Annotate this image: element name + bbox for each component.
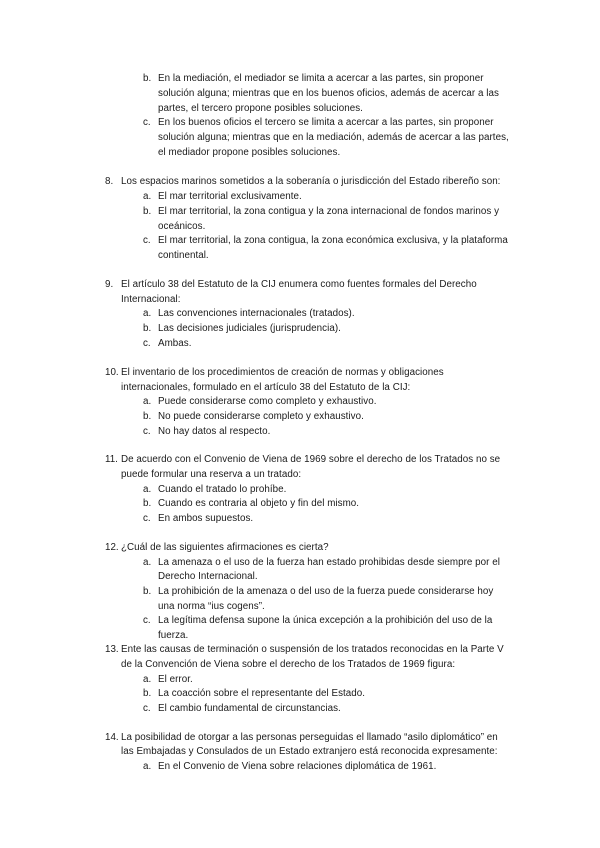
option-letter: b. xyxy=(143,73,152,84)
question-text: El artículo 38 del Estatuto de la CIJ enumera como fuentes formales del Derecho xyxy=(121,279,477,290)
option-letter: b. xyxy=(143,323,152,334)
option-text: No puede considerarse completo y exhaustivo. xyxy=(158,411,364,422)
question-text: las Embajadas y Consulados de un Estado extranjero está reconocida expresamente: xyxy=(121,746,498,757)
option-letter: a. xyxy=(143,557,152,568)
option-text: El mar territorial, la zona contigua, la zona económica exclusiva, y la plataforma xyxy=(158,235,508,246)
question-text: de la Convención de Viena sobre el derecho de los Tratados de 1969 figura: xyxy=(121,659,456,670)
option-text: Ambas. xyxy=(158,338,192,349)
question-text: Ente las causas de terminación o suspensión de los tratados reconocidas en la Parte V xyxy=(121,644,504,655)
option-text: el mediador propone posibles soluciones. xyxy=(158,147,341,158)
question-text: La posibilidad de otorgar a las personas perseguidas el llamado “asilo diplomático” en xyxy=(121,732,498,743)
question-text: Los espacios marinos sometidos a la soberanía o jurisdicción del Estado ribereño son: xyxy=(121,176,501,187)
option-text: solución alguna; mientras que en la mediación, además de acercar a las partes, xyxy=(158,132,509,143)
option-letter: b. xyxy=(143,688,152,699)
option-text: No hay datos al respecto. xyxy=(158,426,271,437)
option-text: continental. xyxy=(158,250,209,261)
option-text: El mar territorial exclusivamente. xyxy=(158,191,302,202)
question-number: 13. xyxy=(105,644,119,655)
question-text: El inventario de los procedimientos de creación de normas y obligaciones xyxy=(121,367,444,378)
option-letter: b. xyxy=(143,411,152,422)
question-text: internacionales, formulado en el artículo 38 del Estatuto de la CIJ: xyxy=(121,382,411,393)
option-text: El error. xyxy=(158,674,193,685)
option-text: El mar territorial, la zona contigua y la zona internacional de fondos marinos y xyxy=(158,206,500,217)
option-letter: c. xyxy=(143,615,151,626)
option-letter: a. xyxy=(143,396,152,407)
option-letter: a. xyxy=(143,484,152,495)
option-text: Las decisiones judiciales (jurisprudencia). xyxy=(158,323,341,334)
option-text: una norma “ius cogens”. xyxy=(158,601,265,612)
question-number: 11. xyxy=(105,454,118,465)
option-text: oceánicos. xyxy=(158,221,206,232)
question-number: 14. xyxy=(105,732,119,743)
question-text: ¿Cuál de las siguientes afirmaciones es cierta? xyxy=(121,542,329,553)
option-letter: c. xyxy=(143,117,151,128)
option-text: El cambio fundamental de circunstancias. xyxy=(158,703,341,714)
question-number: 10. xyxy=(105,367,119,378)
option-letter: b. xyxy=(143,498,152,509)
option-text: Cuando el tratado lo prohíbe. xyxy=(158,484,287,495)
question-text: Internacional: xyxy=(121,294,181,305)
option-text: En los buenos oficios el tercero se limita a acercar a las partes, sin proponer xyxy=(158,117,494,128)
option-letter: c. xyxy=(143,513,151,524)
question-text: puede formular una reserva a un tratado: xyxy=(121,469,302,480)
option-letter: c. xyxy=(143,235,151,246)
question-number: 12. xyxy=(105,542,119,553)
option-letter: a. xyxy=(143,191,152,202)
option-letter: a. xyxy=(143,761,152,772)
option-text: Cuando es contraria al objeto y fin del mismo. xyxy=(158,498,360,509)
option-letter: c. xyxy=(143,426,151,437)
option-letter: a. xyxy=(143,308,152,319)
option-text: En el Convenio de Viena sobre relaciones diplomática de 1961. xyxy=(158,761,437,772)
option-letter: c. xyxy=(143,703,151,714)
option-text: Las convenciones internacionales (tratados). xyxy=(158,308,355,319)
option-text: La prohibición de la amenaza o del uso de la fuerza puede considerarse hoy xyxy=(158,586,494,597)
option-letter: b. xyxy=(143,206,152,217)
question-number: 9. xyxy=(105,279,114,290)
option-text: partes, el tercero propone posibles soluciones. xyxy=(158,103,363,114)
option-text: fuerza. xyxy=(158,630,189,641)
option-text: solución alguna; mientras que en los buenos oficios, además de acercar a las xyxy=(158,88,499,99)
option-letter: a. xyxy=(143,674,152,685)
option-text: La coacción sobre el representante del Estado. xyxy=(158,688,366,699)
option-text: Puede considerarse como completo y exhaustivo. xyxy=(158,396,377,407)
option-text: Derecho Internacional. xyxy=(158,571,258,582)
option-text: La legítima defensa supone la única excepción a la prohibición del uso de la xyxy=(158,615,493,626)
option-text: La amenaza o el uso de la fuerza han estado prohibidas desde siempre por el xyxy=(158,557,500,568)
question-number: 8. xyxy=(105,176,114,187)
option-letter: b. xyxy=(143,586,152,597)
question-text: De acuerdo con el Convenio de Viena de 1969 sobre el derecho de los Tratados no se xyxy=(121,454,501,465)
option-text: En la mediación, el mediador se limita a acercar a las partes, sin proponer xyxy=(158,73,484,84)
option-letter: c. xyxy=(143,338,151,349)
option-text: En ambos supuestos. xyxy=(158,513,254,524)
